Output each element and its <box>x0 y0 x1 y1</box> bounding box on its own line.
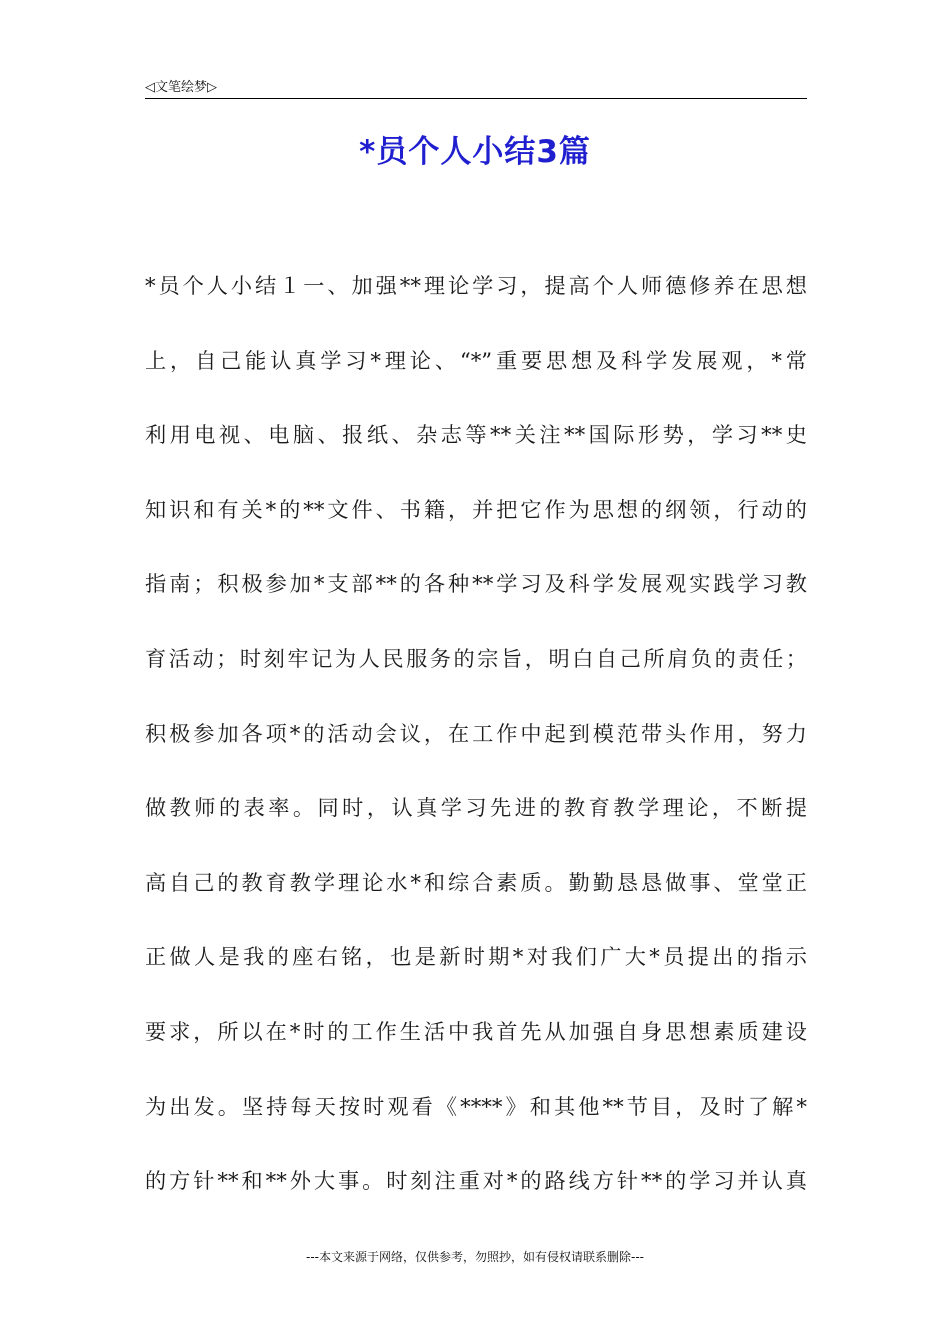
body-line: 上，自己能认真学习*理论、“*”重要思想及科学发展观，*常 <box>145 347 807 373</box>
body-line: 正做人是我的座右铭，也是新时期*对我们广大*员提出的指示 <box>145 944 807 970</box>
body-line: 做教师的表率。同时，认真学习先进的教育教学理论，不断提 <box>145 795 807 821</box>
body-line: 要求，所以在*时的工作生活中我首先从加强自身思想素质建设 <box>145 1018 807 1044</box>
body-line: 知识和有关*的**文件、书籍，并把它作为思想的纲领，行动的 <box>145 496 807 522</box>
body-line: 积极参加各项*的活动会议，在工作中起到模范带头作用，努力 <box>145 720 807 746</box>
page-footer: ---本文来源于网络，仅供参考，勿照抄，如有侵权请联系删除--- <box>306 1250 644 1264</box>
page-header <box>145 74 807 99</box>
body-line: 指南；积极参加*支部**的各种**学习及科学发展观实践学习教 <box>145 571 807 597</box>
body-line: 利用电视、电脑、报纸、杂志等**关注**国际形势，学习**史 <box>145 422 807 448</box>
body-line: 为出发。坚持每天按时观看《****》和其他**节目，及时了解* <box>145 1093 807 1119</box>
body-line: 育活动；时刻牢记为人民服务的宗旨，明白自己所肩负的责任； <box>145 645 807 671</box>
body-line: 高自己的教育教学理论水*和综合素质。勤勤恳恳做事、堂堂正 <box>145 869 807 895</box>
body-line: *员个人小结１一、加强**理论学习，提高个人师德修养在思想 <box>145 273 807 298</box>
header-text: ◁文笔绘梦▷ <box>145 80 217 95</box>
document-body <box>145 262 807 1232</box>
body-line: 的方针**和**外大事。时刻注重对*的路线方针**的学习并认真 <box>145 1168 807 1194</box>
document-title: *员个人小结3篇 <box>359 134 591 170</box>
